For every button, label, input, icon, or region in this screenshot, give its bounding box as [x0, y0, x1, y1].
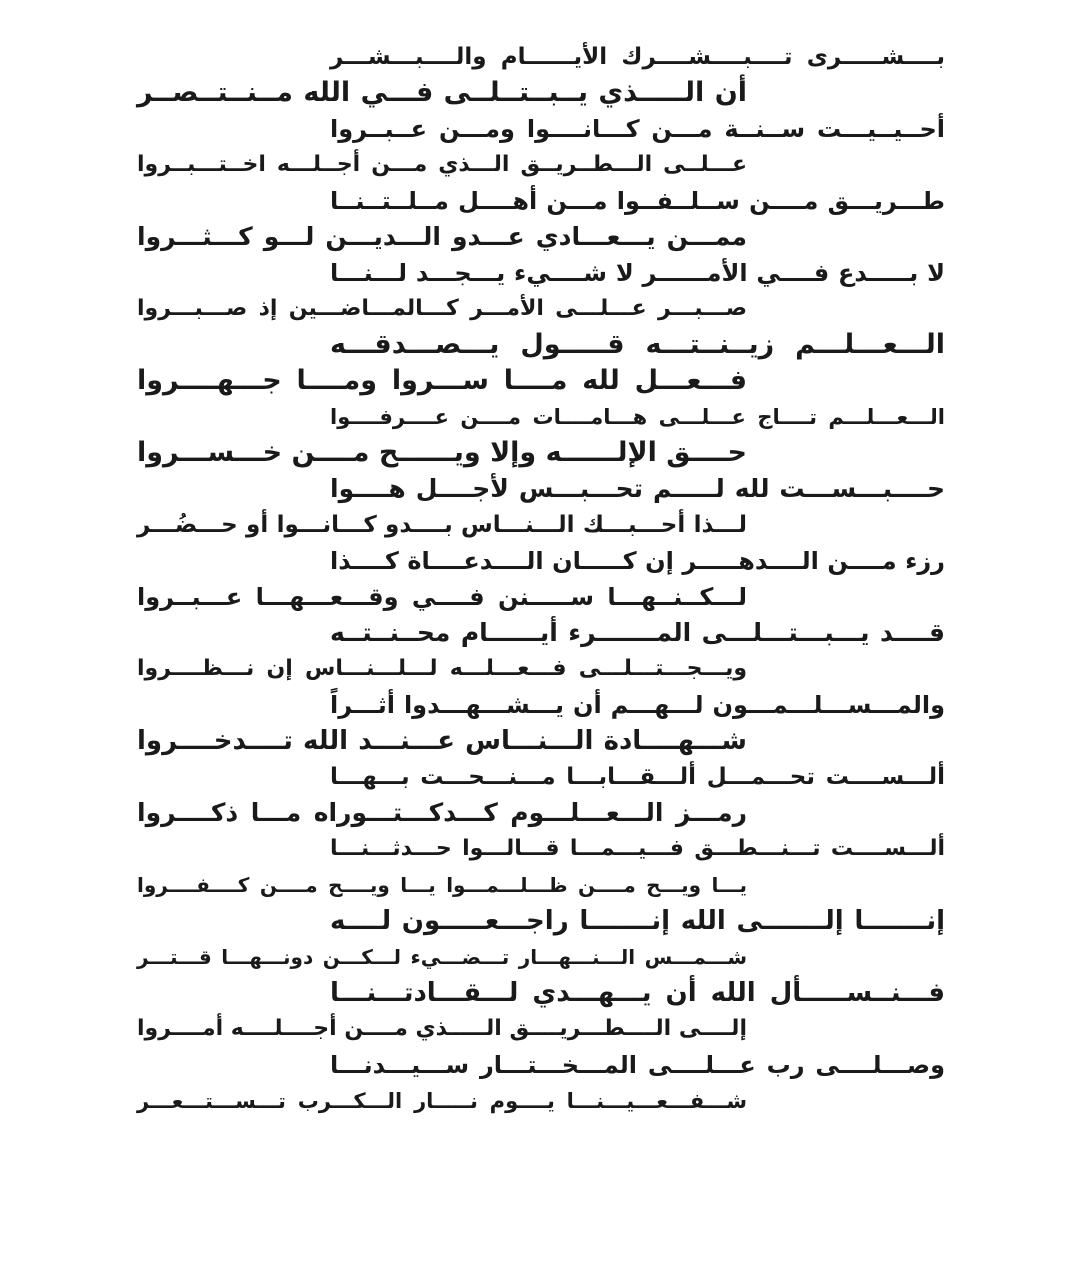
- verse-line: لا بـــــدع فــــي الأمــــــر لا شــــيء يـــجـــد لـــنـــا: [330, 259, 945, 287]
- verse-line: ويـــجـــتـــلـــى فـــعـــلـــه لـــلـــنـــاس إن نـــظــــروا: [137, 656, 747, 681]
- verse-line: إنـــــــا إلـــــــى الله إنـــــــا راجـــعـــــون لــــه: [330, 906, 945, 936]
- verse-line: وصـــلــــى رب عـــلــــى المـــخـــتـــار ســـيـــدنـــا: [330, 1051, 945, 1079]
- verse-line: أحــيــيـــت ســنــة مـــن كـــانــــوا ومـــن عــبــروا: [330, 115, 945, 143]
- verse-line: ممـــن يـــعـــادي عـــدو الـــديـــن لـــو كـــثـــروا: [137, 222, 747, 251]
- verse-line: حــــق الإلــــــه وإلا ويــــــح مــــن خـــســـروا: [137, 437, 747, 468]
- verse-line: فـــعـــل لله مــــا ســـروا ومــــا جـــهــــروا: [137, 365, 747, 396]
- verse-line: فـــنــســـــأل الله أن يـــهـــدي لـــقـــادتـــنـــا: [330, 978, 945, 1008]
- verse-line: عـــلــى الـــطــريــق الـــذي مـــن أجــلـــه اخــتـــبــروا: [137, 152, 747, 177]
- verse-line: إلــــى الــــطـــريــــق الـــــذي مــــن أجــــلــــه أمــــروا: [137, 1016, 747, 1041]
- verse-line: الـــعـــلـــم تــــاج عـــلـــى هـــامــــات مــــن عــــرفــــوا: [330, 405, 945, 429]
- verse-line: والمـــســـلـــمـــون لـــهـــم أن يـــشـــهـــدوا أثـــراً: [330, 691, 945, 719]
- verse-line: رزء مــــن الــــدهـــــر إن كـــــان الــــدعــــاة كــــذا: [330, 547, 945, 575]
- verse-line: ألـــســــت تـــنـــطـــق فـــيـــمـــا قـــالـــوا حـــدثـــنـــا: [330, 836, 945, 861]
- verse-line: حــــبـــســـت لله لـــــم تحـــبـــس لأجــــل هــــوا: [330, 474, 945, 503]
- poem: [0, 40, 1084, 1140]
- verse-line: لـــذا أحـــبـــك الـــنـــاس بــــدو كـــانـــوا أو حـــضُـــر: [137, 512, 747, 538]
- verse-line: أن الـــــذي يــبــتــلــى فـــي الله مــنــتــصــر: [137, 77, 747, 108]
- verse-line: الـــعـــلـــم زيــنــتـــه قـــــول يـــصـــدقـــه: [330, 329, 945, 360]
- verse-line: شـــهــــادة الـــنـــاس عـــنـــد الله تــــدخــــروا: [137, 726, 747, 756]
- verse-line: قــــد يـــبـــتـــلـــى المـــــــرء أيــــــام محــنــتــه: [330, 618, 945, 647]
- verse-line: رمـــز الـــعـــلـــوم كـــدكـــتـــوراه مـــا ذكــــروا: [137, 798, 747, 827]
- verse-line: يـــا ويـــح مــــن ظـــلـــمـــوا يـــا ويــــح مــــن كــــفــــروا: [137, 873, 747, 897]
- verse-line: طـــريـــق مــــن ســلــفــوا مـــن أهــــل مــلــتــنــا: [330, 187, 945, 215]
- verse-line: ألـــســــت تحـــمـــل ألـــقـــابـــا مـــنـــحـــت بـــهـــا: [330, 764, 945, 790]
- verse-line: بــــشـــــرى تــــبــــشــــرك الأيــــــام والــــبـــشـــر: [330, 44, 945, 70]
- verse-line: شـــفـــعـــيـــنـــا يــــوم نـــــار الـــكـــرب تـــســـتـــعـــر: [137, 1089, 747, 1113]
- verse-line: شـــمـــس الـــنـــهـــار تـــضـــيء لـــكـــن دونـــهـــا قـــتـــر: [137, 945, 747, 969]
- verse-line: صـــبـــر عـــلـــى الأمـــر كـــالمـــاضـــين إذ صـــبـــروا: [137, 296, 747, 321]
- verse-line: لـــكــنــهـــا ســـــنن فــــي وقـــعـــهـــا عـــبــروا: [137, 583, 747, 611]
